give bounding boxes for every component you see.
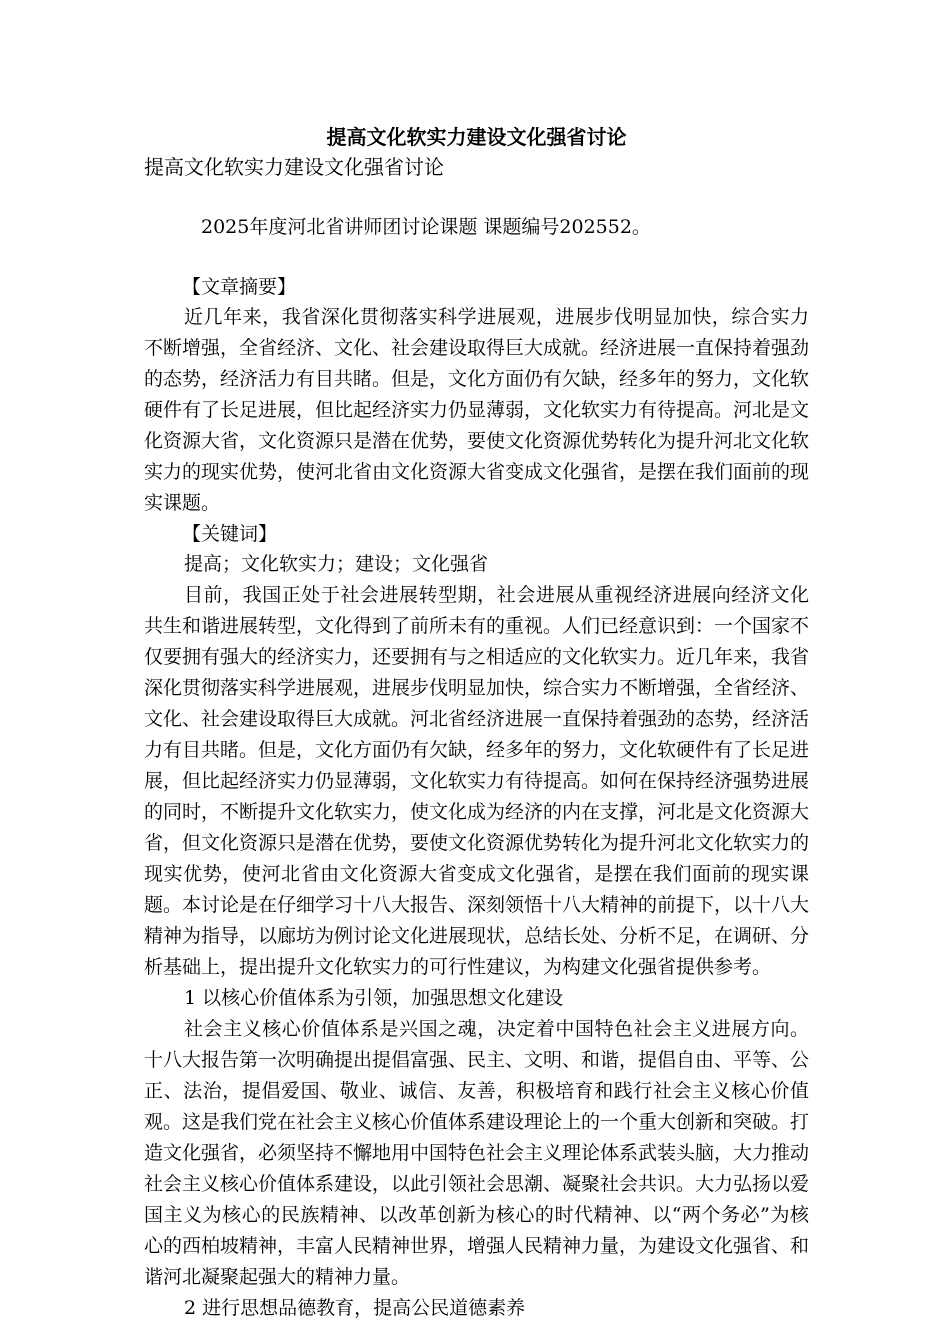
document-subtitle: 提高文化软实力建设文化强省讨论	[144, 155, 444, 179]
intro-paragraph: 目前，我国正处于社会进展转型期，社会进展从重视经济进展向经济文化共生和谐进展转型，文化得到了前所未有的重视。人们已经意识到：一个国家不仅要拥有强大的经济实力，还要拥有与之相适应的文化软实力。近几年来，我省深化贯彻落实科学进展观，进展步伐明显加快，综合实力不断增强，全省经济、文化、社会建设取得巨大成就。河北省经济进展一直保持着强劲的态势，经济活力有目共睹。但是，文化方面仍有欠缺，经多年的努力，文化软硬件有了长足进展，但比起经济实力仍显薄弱，文化软实力有待提高。如何在保持经济强势进展的同时，不断提升文化软实力，使文化成为经济的内在支撑，河北是文化资源大省，但文化资源只是潜在优势，要使文化资源优势转化为提升河北文化软实力的现实优势，使河北省由文化资源大省变成文化强省，是摆在我们面前的现实课题。本讨论是在仔细学习十八大报告、深刻领悟十八大精神的前提下，以十八大精神为指导，以廊坊为例讨论文化进展现状，总结长处、分析不足，在调研、分析基础上，提出提升文化软实力的可行性建议，为构建文化强省提供参考。	[144, 584, 810, 978]
section-2-heading: 2 进行思想品德教育，提高公民道德素养	[184, 1297, 526, 1319]
abstract-heading: 【文章摘要】	[182, 276, 297, 298]
abstract-paragraph: 近几年来，我省深化贯彻落实科学进展观，进展步伐明显加快，综合实力不断增强，全省经济、文化、社会建设取得巨大成就。经济进展一直保持着强劲的态势，经济活力有目共睹。但是，文化方面仍有欠缺，经多年的努力，文化软硬件有了长足进展，但比起经济实力仍显薄弱，文化软实力有待提高。河北是文化资源大省，文化资源只是潜在优势，要使文化资源优势转化为提升河北文化软实力的现实优势，使河北省由文化资源大省变成文化强省，是摆在我们面前的现实课题。	[144, 306, 810, 514]
section-1-paragraph: 社会主义核心价值体系是兴国之魂，决定着中国特色社会主义进展方向。十八大报告第一次明确提出提倡富强、民主、文明、和谐，提倡自由、平等、公正、法治，提倡爱国、敬业、诚信、友善，积极培育和践行社会主义核心价值观。这是我们党在社会主义核心价值体系建设理论上的一个重大创新和突破。打造文化强省，必须坚持不懈地用中国特色社会主义理论体系武装头脑，大力推动社会主义核心价值体系建设，以此引领社会思潮、凝聚社会共识。大力弘扬以爱国主义为核心的民族精神、以改革创新为核心的时代精神、以“两个务必”为核心的西柏坡精神，丰富人民精神世界，增强人民精神力量，为建设文化强省、和谐河北凝聚起强大的精神力量。	[144, 1018, 810, 1288]
keywords-heading: 【关键词】	[182, 523, 278, 545]
keywords-text: 提高；文化软实力；建设；文化强省	[184, 553, 489, 575]
document-title: 提高文化软实力建设文化强省讨论	[326, 125, 627, 149]
document-body	[144, 122, 809, 1324]
section-1-heading: 1 以核心价值体系为引领，加强思想文化建设	[184, 987, 564, 1009]
project-line: 2025年度河北省讲师团讨论课题 课题编号202552。	[201, 216, 651, 238]
